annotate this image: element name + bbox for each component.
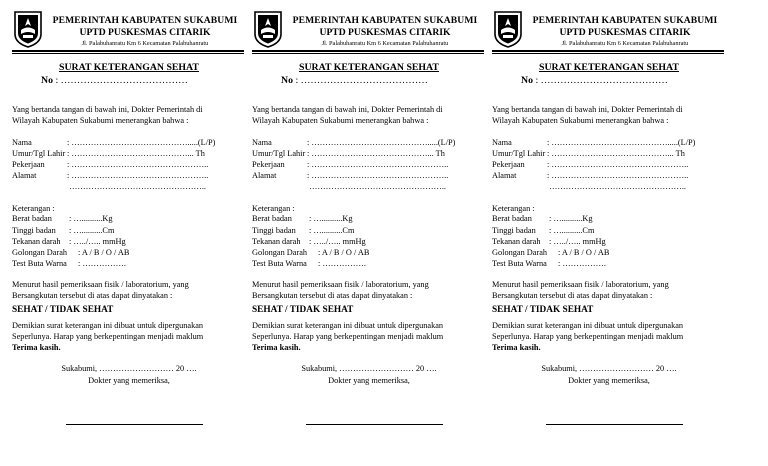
field-berat-badan: [12, 214, 113, 224]
field-label: Test Buta Warna: [12, 259, 67, 268]
number-value: : …………………………………: [535, 75, 668, 86]
keterangan-heading: Keterangan :: [12, 204, 55, 213]
field-alamat-continued: [492, 182, 686, 192]
field-alamat: [252, 171, 448, 181]
field-alamat-continued: [12, 182, 206, 192]
field-label: Pekerjaan: [252, 160, 285, 169]
field-label: Umur/Tgl Lahir: [12, 149, 66, 158]
letterhead-rule-thin: [12, 53, 244, 54]
field-value: : …………….: [318, 259, 366, 268]
field-tekanan-darah: [252, 237, 366, 247]
hasil-line-1: Menurut hasil pemeriksaan fisik / laboratorium, yang: [252, 280, 429, 289]
field-value: : A / B / O / AB: [558, 248, 610, 257]
signer-title: Dokter yang memeriksa,: [88, 376, 170, 385]
penutup-line-2: Seperlunya. Harap yang berkepentingan menjadi maklum: [252, 332, 444, 341]
field-berat-badan: [252, 214, 353, 224]
letterhead-rule-thick: [252, 50, 484, 52]
letterhead-government: PEMERINTAH KABUPATEN SUKABUMI: [292, 15, 478, 26]
field-nama: [252, 138, 455, 148]
field-label: Alamat: [492, 171, 517, 180]
hasil-line-2: Bersangkutan tersebut di atas dapat dinyatakan :: [12, 291, 173, 300]
hasil-line-1: Menurut hasil pemeriksaan fisik / laboratorium, yang: [492, 280, 669, 289]
field-value: …………………………………………..: [67, 182, 206, 191]
field-label: Test Buta Warna: [252, 259, 307, 268]
field-value: : A / B / O / AB: [78, 248, 130, 257]
field-label: Test Buta Warna: [492, 259, 547, 268]
document-number: [521, 75, 668, 86]
field-label: Pekerjaan: [492, 160, 525, 169]
letterhead-institution: UPTD PUSKESMAS CITARIK: [319, 27, 451, 38]
field-value: : …..........Kg: [69, 214, 113, 223]
signature-line: [306, 424, 443, 425]
field-value: : …..........Cm: [549, 226, 595, 235]
field-label: Golongan Darah: [12, 248, 68, 257]
intro-line-1: Yang bertanda tangan di bawah ini, Dokter Pemerintah di: [492, 105, 683, 114]
field-value: : …../….. mmHg: [309, 237, 366, 246]
field-tekanan-darah: [492, 237, 606, 247]
field-tinggi-badan: [252, 226, 354, 236]
field-label: Umur/Tgl Lahir: [252, 149, 306, 158]
field-tinggi-badan: [492, 226, 594, 236]
place-date: Sukabumi, ……………………… 20 ….: [301, 364, 437, 373]
field-value: : A / B / O / AB: [318, 248, 370, 257]
signer-title: Dokter yang memeriksa,: [328, 376, 410, 385]
health-status: SEHAT / TIDAK SEHAT: [252, 305, 354, 315]
field-value: : …………………………………………..: [547, 171, 689, 180]
health-certificate-form-1: [8, 0, 250, 466]
field-alamat: [492, 171, 688, 181]
letterhead: [12, 10, 244, 50]
intro-line-1: Yang bertanda tangan di bawah ini, Dokter Pemerintah di: [252, 105, 443, 114]
keterangan-heading: Keterangan :: [492, 204, 535, 213]
regency-emblem-icon: [493, 10, 523, 48]
field-label: Berat badan: [12, 214, 52, 223]
health-certificate-form-3: [488, 0, 730, 466]
penutup-line-1: Demikian surat keterangan ini dibuat untuk dipergunakan: [492, 321, 684, 330]
field-label: Tinggi badan: [12, 226, 56, 235]
letterhead-government: PEMERINTAH KABUPATEN SUKABUMI: [52, 15, 238, 26]
field-value: : …………………………………………..: [67, 160, 209, 169]
field-tinggi-badan: [12, 226, 114, 236]
field-label: Tinggi badan: [492, 226, 536, 235]
regency-emblem-icon: [13, 10, 43, 48]
field-label: Nama: [492, 138, 512, 147]
letterhead-rule-thin: [252, 53, 484, 54]
penutup-line-3: Terima kasih.: [12, 343, 61, 352]
field-value: : …..........Kg: [309, 214, 353, 223]
field-label: Nama: [12, 138, 32, 147]
field-test-buta-warna: [252, 259, 366, 269]
field-value: : …………….: [558, 259, 606, 268]
letterhead-rule-thick: [12, 50, 244, 52]
letterhead-address: Jl. Palabuhanratu Km 6 Kecamatan Palabuhanratu: [81, 40, 209, 47]
letterhead-institution: UPTD PUSKESMAS CITARIK: [559, 27, 691, 38]
number-label: No: [41, 75, 53, 86]
field-value: …………………………………………..: [307, 182, 446, 191]
field-golongan-darah: [12, 248, 129, 258]
field-label: Tekanan darah: [252, 237, 301, 246]
keterangan-heading: Keterangan :: [252, 204, 295, 213]
place-date: Sukabumi, ……………………… 20 ….: [61, 364, 197, 373]
field-label: Alamat: [252, 171, 277, 180]
field-value: : ……………………………………... Th: [307, 149, 445, 158]
field-alamat: [12, 171, 208, 181]
field-value: : …../….. mmHg: [69, 237, 126, 246]
place-date: Sukabumi, ……………………… 20 ….: [541, 364, 677, 373]
field-value: : …………………………………….....(L/P): [547, 138, 696, 147]
field-value: : …………………………………….....(L/P): [307, 138, 456, 147]
number-value: : …………………………………: [295, 75, 428, 86]
field-value: : …..........Cm: [309, 226, 355, 235]
document-number: [281, 75, 428, 86]
signature-line: [66, 424, 203, 425]
field-label: Berat badan: [252, 214, 292, 223]
field-golongan-darah: [492, 248, 609, 258]
number-value: : …………………………………: [55, 75, 188, 86]
field-value: : ……………………………………... Th: [547, 149, 685, 158]
letterhead-address: Jl. Palabuhanratu Km 6 Kecamatan Palabuhanratu: [321, 40, 449, 47]
document-title: SURAT KETERANGAN SEHAT: [539, 62, 679, 73]
field-value: …………………………………………..: [547, 182, 686, 191]
penutup-line-3: Terima kasih.: [252, 343, 301, 352]
field-value: : …../….. mmHg: [549, 237, 606, 246]
intro-line-1: Yang bertanda tangan di bawah ini, Dokter Pemerintah di: [12, 105, 203, 114]
field-value: : …………………………………………..: [67, 171, 209, 180]
intro-line-2: Wilayah Kabupaten Sukabumi menerangkan bahwa :: [492, 116, 669, 125]
field-nama: [492, 138, 695, 148]
number-label: No: [521, 75, 533, 86]
letterhead-rule-thin: [492, 53, 724, 54]
field-tekanan-darah: [12, 237, 126, 247]
field-value: : …..........Cm: [69, 226, 115, 235]
field-label: Golongan Darah: [252, 248, 308, 257]
field-value: : …..........Kg: [549, 214, 593, 223]
field-label: Tinggi badan: [252, 226, 296, 235]
field-value: : …………………………………………..: [547, 160, 689, 169]
field-golongan-darah: [252, 248, 369, 258]
field-berat-badan: [492, 214, 593, 224]
health-status: SEHAT / TIDAK SEHAT: [12, 305, 114, 315]
field-alamat-continued: [252, 182, 446, 192]
field-test-buta-warna: [12, 259, 126, 269]
health-status: SEHAT / TIDAK SEHAT: [492, 305, 594, 315]
letterhead-rule-thick: [492, 50, 724, 52]
field-pekerjaan: [12, 160, 208, 170]
penutup-line-1: Demikian surat keterangan ini dibuat untuk dipergunakan: [12, 321, 204, 330]
field-label: Tekanan darah: [12, 237, 61, 246]
field-value: : …………….: [78, 259, 126, 268]
field-value: : …………………………………………..: [307, 171, 449, 180]
field-umur: [492, 149, 685, 159]
signature-line: [546, 424, 683, 425]
health-certificate-form-2: [248, 0, 490, 466]
penutup-line-1: Demikian surat keterangan ini dibuat untuk dipergunakan: [252, 321, 444, 330]
field-umur: [12, 149, 205, 159]
letterhead-address: Jl. Palabuhanratu Km 6 Kecamatan Palabuhanratu: [561, 40, 689, 47]
number-label: No: [281, 75, 293, 86]
letterhead-institution: UPTD PUSKESMAS CITARIK: [79, 27, 211, 38]
field-value: : ……………………………………... Th: [67, 149, 205, 158]
hasil-line-2: Bersangkutan tersebut di atas dapat dinyatakan :: [492, 291, 653, 300]
regency-emblem-icon: [253, 10, 283, 48]
hasil-line-2: Bersangkutan tersebut di atas dapat dinyatakan :: [252, 291, 413, 300]
document-title: SURAT KETERANGAN SEHAT: [299, 62, 439, 73]
field-value: : …………………………………….....(L/P): [67, 138, 216, 147]
field-test-buta-warna: [492, 259, 606, 269]
field-label: Berat badan: [492, 214, 532, 223]
signer-title: Dokter yang memeriksa,: [568, 376, 650, 385]
field-label: Nama: [252, 138, 272, 147]
intro-line-2: Wilayah Kabupaten Sukabumi menerangkan bahwa :: [12, 116, 189, 125]
hasil-line-1: Menurut hasil pemeriksaan fisik / laboratorium, yang: [12, 280, 189, 289]
intro-line-2: Wilayah Kabupaten Sukabumi menerangkan bahwa :: [252, 116, 429, 125]
letterhead: [252, 10, 484, 50]
field-nama: [12, 138, 215, 148]
field-label: Umur/Tgl Lahir: [492, 149, 546, 158]
field-pekerjaan: [252, 160, 448, 170]
field-value: : …………………………………………..: [307, 160, 449, 169]
field-label: Alamat: [12, 171, 37, 180]
document-number: [41, 75, 188, 86]
field-umur: [252, 149, 445, 159]
field-label: Golongan Darah: [492, 248, 548, 257]
letterhead: [492, 10, 724, 50]
field-label: Pekerjaan: [12, 160, 45, 169]
field-label: Tekanan darah: [492, 237, 541, 246]
field-pekerjaan: [492, 160, 688, 170]
penutup-line-2: Seperlunya. Harap yang berkepentingan menjadi maklum: [492, 332, 684, 341]
document-title: SURAT KETERANGAN SEHAT: [59, 62, 199, 73]
penutup-line-3: Terima kasih.: [492, 343, 541, 352]
penutup-line-2: Seperlunya. Harap yang berkepentingan menjadi maklum: [12, 332, 204, 341]
letterhead-government: PEMERINTAH KABUPATEN SUKABUMI: [532, 15, 718, 26]
